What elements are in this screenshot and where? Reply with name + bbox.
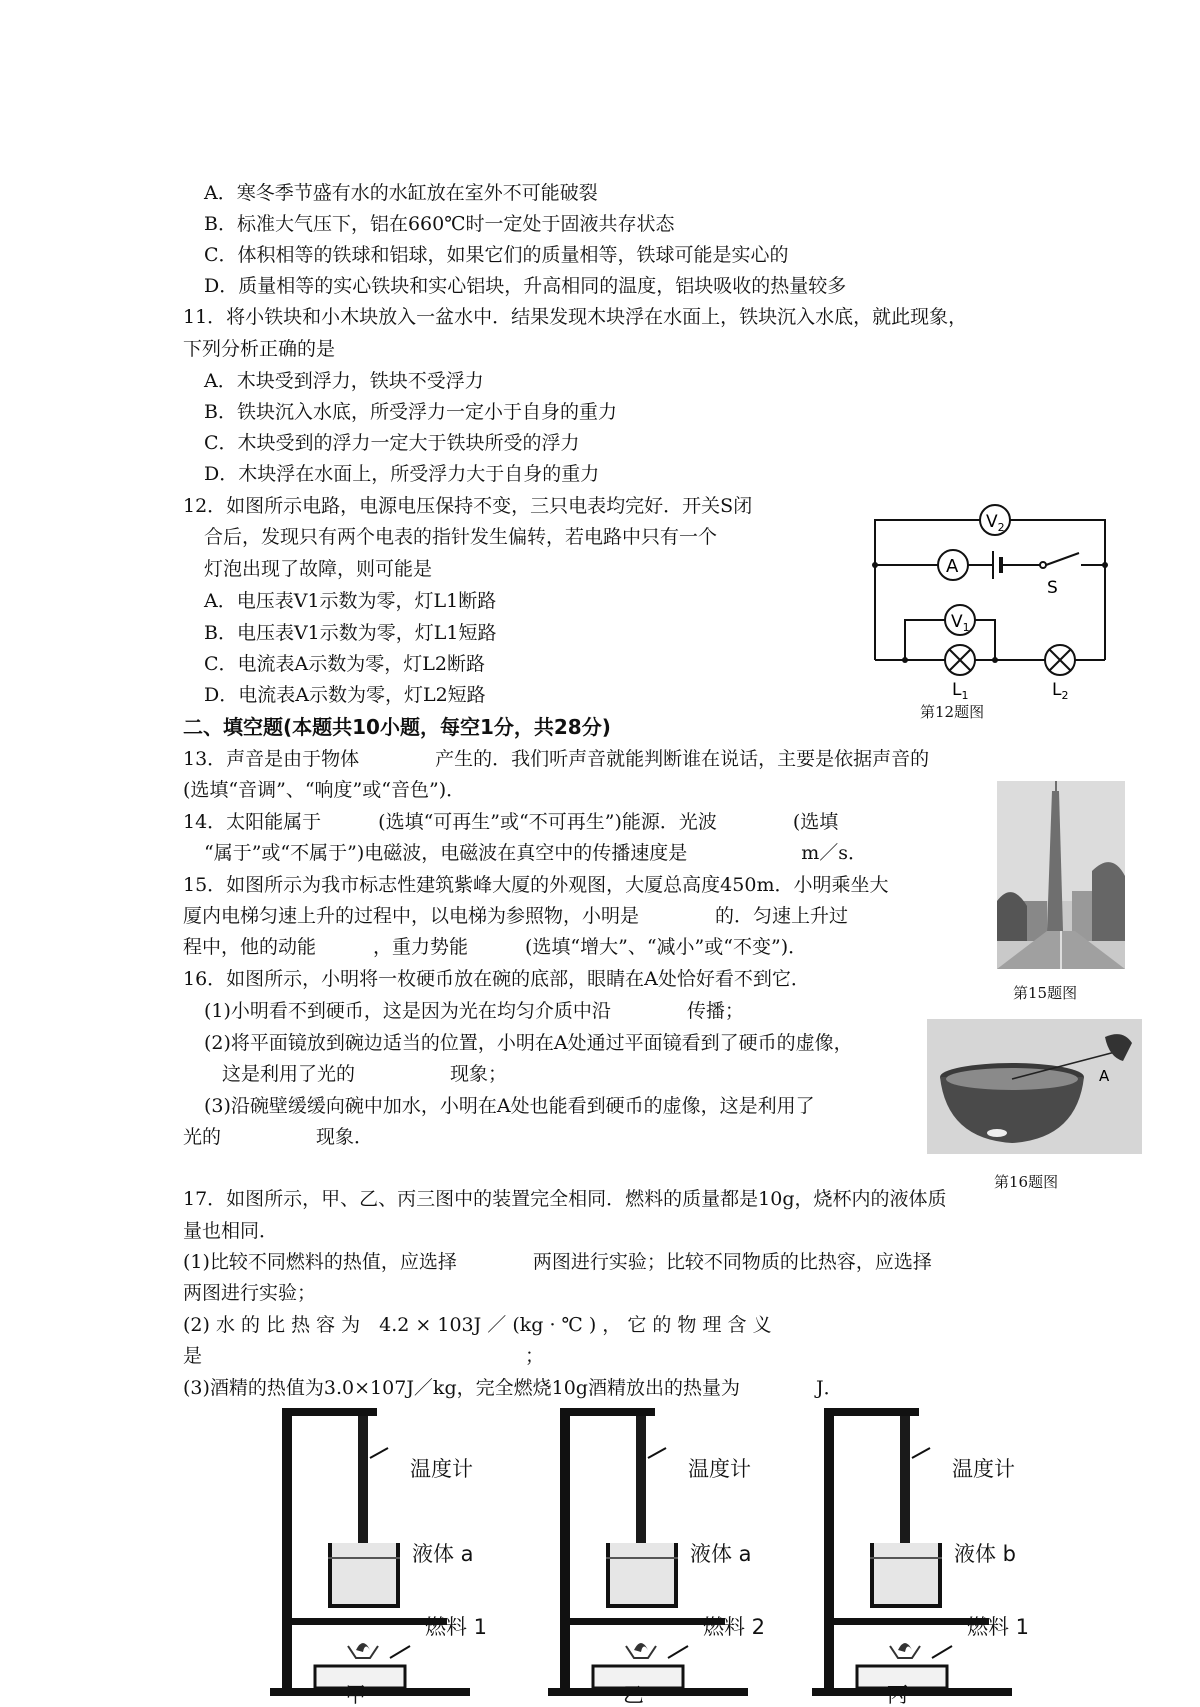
liquid-label: 液体 a [412,1542,474,1566]
q10-option-d: D．质量相等的实心铁块和实心铝块，升高相同的温度，铝块吸收的热量较多 [204,275,847,297]
apparatus-setup [812,1408,1082,1698]
q13-line2: (选填“音调”、“响度”或“音色”)． [183,779,466,801]
q12-circuit-diagram [865,505,1125,710]
q17-part2-line2: 是 ； [183,1345,545,1367]
q11-stem-line1: 11．将小铁块和小木块放入一盆水中．结果发现木块浮在水面上，铁块沉入水底，就此现象， [183,306,968,328]
q10-option-b: B．标准大气压下，铝在660℃时一定处于固液共存状态 [204,213,675,235]
setup-label: 乙 [623,1683,644,1707]
q15-line1: 15．如图所示为我市标志性建筑紫峰大厦的外观图，大厦总高度450m．小明乘坐大 [183,874,889,896]
q15-line2: 厦内电梯匀速上升的过程中，以电梯为参照物，小明是 的．匀速上升过 [183,905,849,927]
v2-label: $V_2$ [986,512,1005,534]
q15-figure-caption: 第15题图 [1013,984,1078,1002]
switch-label: S [1047,578,1058,598]
apparatus-setup [270,1408,540,1698]
q14-line1: 14．太阳能属于 (选填“可再生”或“不可再生”)能源．光波 (选填 [183,811,839,833]
q12-option-b: B．电压表V1示数为零，灯L1短路 [204,622,497,644]
q17-stem-line2: 量也相同． [183,1220,279,1242]
thermometer-label: 温度计 [410,1457,473,1481]
thermometer-label: 温度计 [688,1457,751,1481]
q10-option-c: C．体积相等的铁球和铝球，如果它们的质量相等，铁球可能是实心的 [204,244,789,266]
thermometer-label: 温度计 [952,1457,1015,1481]
q16-figure-caption: 第16题图 [994,1173,1059,1191]
fuel-label: 燃料 1 [967,1615,1030,1639]
q12-stem-line1: 12．如图所示电路，电源电压保持不变，三只电表均完好．开关S闭 [183,495,753,517]
liquid-label: 液体 a [690,1542,752,1566]
fuel-label: 燃料 1 [425,1615,488,1639]
q12-option-d: D．电流表A示数为零，灯L2短路 [204,684,486,706]
q13-line1: 13．声音是由于物体 产生的．我们听声音就能判断谁在说话，主要是依据声音的 [183,748,930,770]
apparatus-setup [548,1408,818,1698]
q10-option-a: A．寒冬季节盛有水的水缸放在室外不可能破裂 [204,182,598,204]
setup-label: 丙 [887,1683,908,1707]
q17-part2-line1: (2) 水 的 比 热 容 为 4.2 × 103J ／ (kg · ℃ ) ， 它 的 物 理 含 义 [183,1314,772,1336]
q14-line2: “属于”或“不属于”)电磁波，电磁波在真空中的传播速度是 m／s． [204,842,868,864]
q11-option-a: A．木块受到浮力，铁块不受浮力 [204,370,484,392]
q12-option-c: C．电流表A示数为零，灯L2断路 [204,653,485,675]
q11-option-b: B．铁块沉入水底，所受浮力一定小于自身的重力 [204,401,617,423]
q16-bowl-photo [927,1019,1142,1154]
q17-part1-line2: 两图进行实验； [183,1282,317,1304]
q16-part1: (1)小明看不到硬币，这是因为光在均匀介质中沿 传播； [204,1000,744,1022]
q16-point-a-label: A [1099,1067,1110,1085]
q12-figure-caption: 第12题图 [920,703,985,721]
q16-part2-line1: (2)将平面镜放到碗边适当的位置，小明在A处通过平面镜看到了硬币的虚像， [204,1032,853,1054]
q12-stem-line2: 合后，发现只有两个电表的指针发生偏转，若电路中只有一个 [204,526,718,548]
liquid-label: 液体 b [954,1542,1017,1566]
q17-stem-line1: 17．如图所示，甲、乙、丙三图中的装置完全相同．燃料的质量都是10g，烧杯内的液体质 [183,1188,947,1210]
ammeter-label: A [946,556,959,577]
q17-part3: (3)酒精的热值为3.0×107J／kg，完全燃烧10g酒精放出的热量为 J． [183,1377,843,1399]
q12-option-a: A．电压表V1示数为零，灯L1断路 [204,590,497,612]
q17-part1-line1: (1)比较不同燃料的热值，应选择 两图进行实验；比较不同物质的比热容，应选择 [183,1251,932,1273]
q11-option-c: C．木块受到的浮力一定大于铁块所受的浮力 [204,432,580,454]
q16-stem: 16．如图所示，小明将一枚硬币放在碗的底部，眼睛在A处恰好看不到它． [183,968,810,990]
q12-stem-line3: 灯泡出现了故障，则可能是 [204,558,433,580]
l1-label: $L_1$ [952,680,969,702]
v1-label: $V_1$ [951,612,970,634]
q15-line3: 程中，他的动能 ，重力势能 (选填“增大”、“减小”或“不变”)． [183,936,808,958]
q16-part2-line2: 这是利用了光的 现象； [222,1063,508,1085]
q16-part3-line1: (3)沿碗壁缓缓向碗中加水，小明在A处也能看到硬币的虚像，这是利用了 [204,1095,815,1117]
setup-label: 甲 [345,1683,366,1707]
q15-building-photo [997,781,1125,969]
section2-title: 二、填空题(本题共10小题，每空1分，共28分) [183,715,611,739]
fuel-label: 燃料 2 [703,1615,766,1639]
q16-part3-line2: 光的 现象． [183,1126,374,1148]
q11-stem-line2: 下列分析正确的是 [183,338,336,360]
q11-option-d: D．木块浮在水面上，所受浮力大于自身的重力 [204,463,600,485]
l2-label: $L_2$ [1052,680,1069,702]
